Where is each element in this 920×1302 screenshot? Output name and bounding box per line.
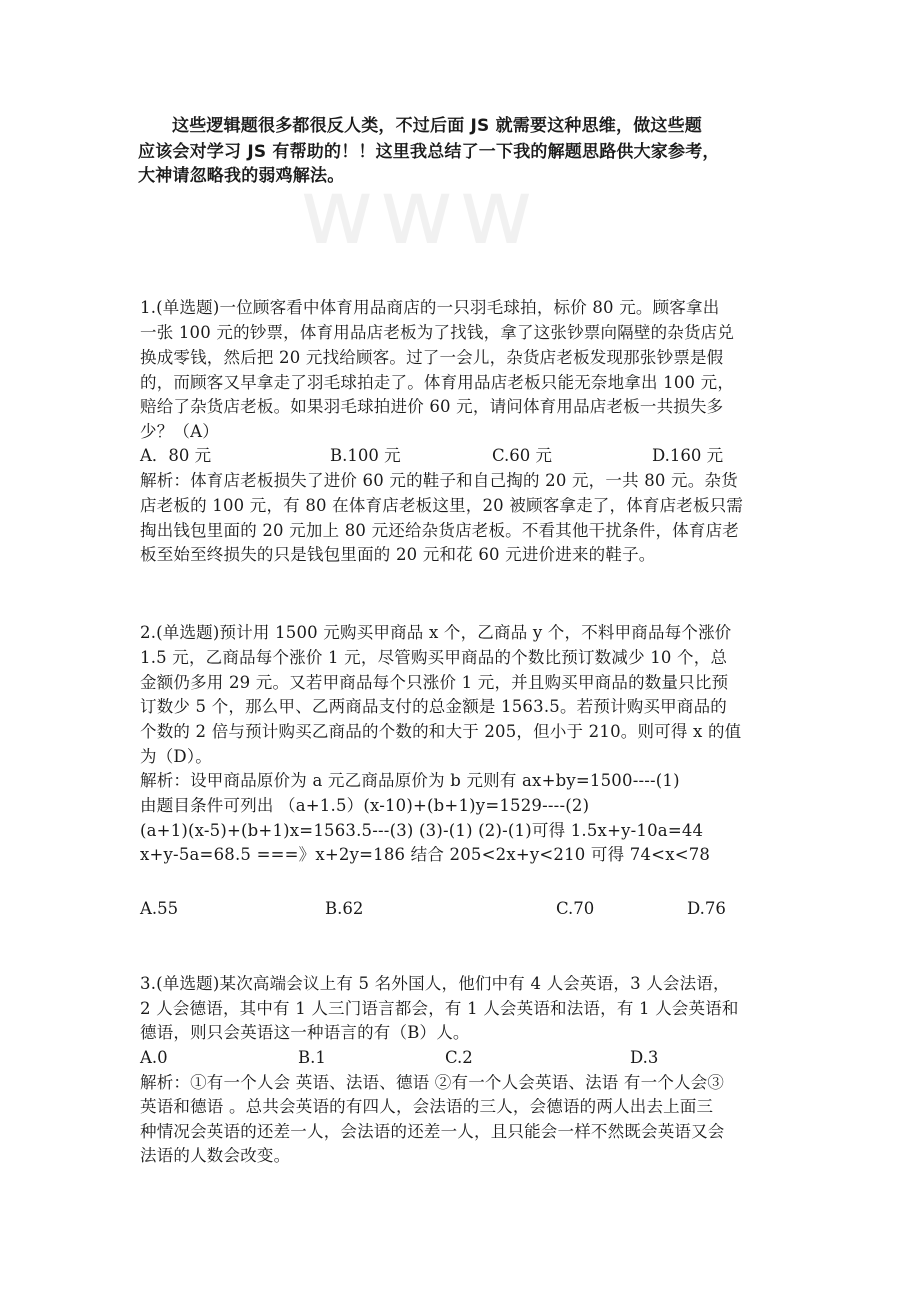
q2-option-d: D.76 [687,899,726,918]
q2-line-4: 订数少 5 个，那么甲、乙两商品支付的总金额是 1563.5。若预计购买甲商品的 [140,697,727,716]
q3-analysis-1: 解析：①有一个人会 英语、法语、德语 ②有一个人会英语、法语 有一个人会③ [140,1073,725,1092]
q1-line-4: 的，而顾客又早拿走了羽毛球拍走了。体育用品店老板只能无奈地拿出 100 元， [140,373,735,392]
q2-option-b: B.62 [325,899,364,918]
q1-line-2: 一张 100 元的钞票，体育用品店老板为了找钱，拿了这张钞票向隔壁的杂货店兑 [140,323,735,342]
q2-line-1: 2.(单选题)预计用 1500 元购买甲商品 x 个，乙商品 y 个，不料甲商品每个涨价 [140,623,732,642]
q1-analysis-3: 掏出钱包里面的 20 元加上 80 元还给杂货店老板。不看其他干扰条件，体育店老 [140,521,739,540]
intro-line-2: 应该会对学习 JS 有帮助的！！这里我总结了一下我的解题思路供大家参考， [138,142,720,162]
q1-analysis-4: 板至始至终损失的只是钱包里面的 20 元和花 60 元进价进来的鞋子。 [140,545,656,564]
q1-line-6: 少？（A） [140,422,219,441]
q2-option-a: A.55 [140,899,179,918]
q3-analysis-3: 种情况会英语的还差一人，会法语的还差一人，且只能会一样不然既会英语又会 [140,1122,725,1141]
q1-line-1: 1.(单选题)一位顾客看中体育用品商店的一只羽毛球拍，标价 80 元。顾客拿出 [140,298,720,317]
q2-line-6: 为（D）。 [140,747,212,766]
q3-line-1: 3.(单选题)某次高端会议上有 5 名外国人，他们中有 4 人会英语，3 人会法语， [140,974,730,993]
q1-option-c: C.60 元 [492,446,553,465]
q3-option-c: C.2 [445,1048,473,1067]
q2-analysis-2: 由题目条件可列出 （a+1.5）(x-10)+(b+1)y=1529----(2) [140,796,590,815]
q3-option-b: B.1 [298,1048,326,1067]
q3-analysis-4: 法语的人数会改变。 [140,1146,291,1165]
q2-line-2: 1.5 元，乙商品每个涨价 1 元，尽管购买甲商品的个数比预订数减少 10 个，总 [140,648,728,667]
q2-analysis-3: (a+1)(x-5)+(b+1)x=1563.5---(3) (3)-(1) (2)-(1)可得 1.5x+y-10a=44 [140,821,704,840]
q3-option-d: D.3 [630,1048,659,1067]
intro-line-3: 大神请忽略我的弱鸡解法。 [138,166,345,186]
q1-line-5: 赔给了杂货店老板。如果羽毛球拍进价 60 元，请问体育用品店老板一共损失多 [140,397,724,416]
q3-analysis-2: 英语和德语 。总共会英语的有四人，会法语的三人，会德语的两人出去上面三 [140,1097,714,1116]
q3-option-a: A.0 [140,1048,168,1067]
intro-line-1: 这些逻辑题很多都很反人类，不过后面 JS 就需要这种思维，做这些题 [172,116,703,136]
q1-option-a: A．80 元 [140,446,212,465]
q2-option-c: C.70 [556,899,595,918]
q3-line-3: 德语，则只会英语这一种语言的有（B）人。 [140,1023,470,1042]
q1-option-d: D.160 元 [652,446,724,465]
q1-analysis-1: 解析：体育店老板损失了进价 60 元的鞋子和自己掏的 20 元，一共 80 元。杂货 [140,471,738,490]
q3-line-2: 2 人会德语，其中有 1 人三门语言都会，有 1 人会英语和法语，有 1 人会英语和 [140,999,739,1018]
q1-option-b: B.100 元 [330,446,401,465]
q1-line-3: 换成零钱，然后把 20 元找给顾客。过了一会儿，杂货店老板发现那张钞票是假 [140,348,724,367]
q2-line-3: 金额仍多用 29 元。又若甲商品每个只涨价 1 元，并且购买甲商品的数量只比预 [140,673,729,692]
q2-line-5: 个数的 2 倍与预计购买乙商品的个数的和大于 205，但小于 210。则可得 x 的值 [140,722,742,741]
q2-analysis-4: x+y-5a=68.5 ===》x+2y=186 结合 205<2x+y<210 可得 74<x<78 [140,845,711,864]
watermark: www [300,160,539,265]
q1-analysis-2: 店老板的 100 元，有 80 在体育店老板这里，20 被顾客拿走了，体育店老板只需 [140,496,744,515]
q2-analysis-1: 解析：设甲商品原价为 a 元乙商品原价为 b 元则有 ax+by=1500----(1) [140,771,680,790]
